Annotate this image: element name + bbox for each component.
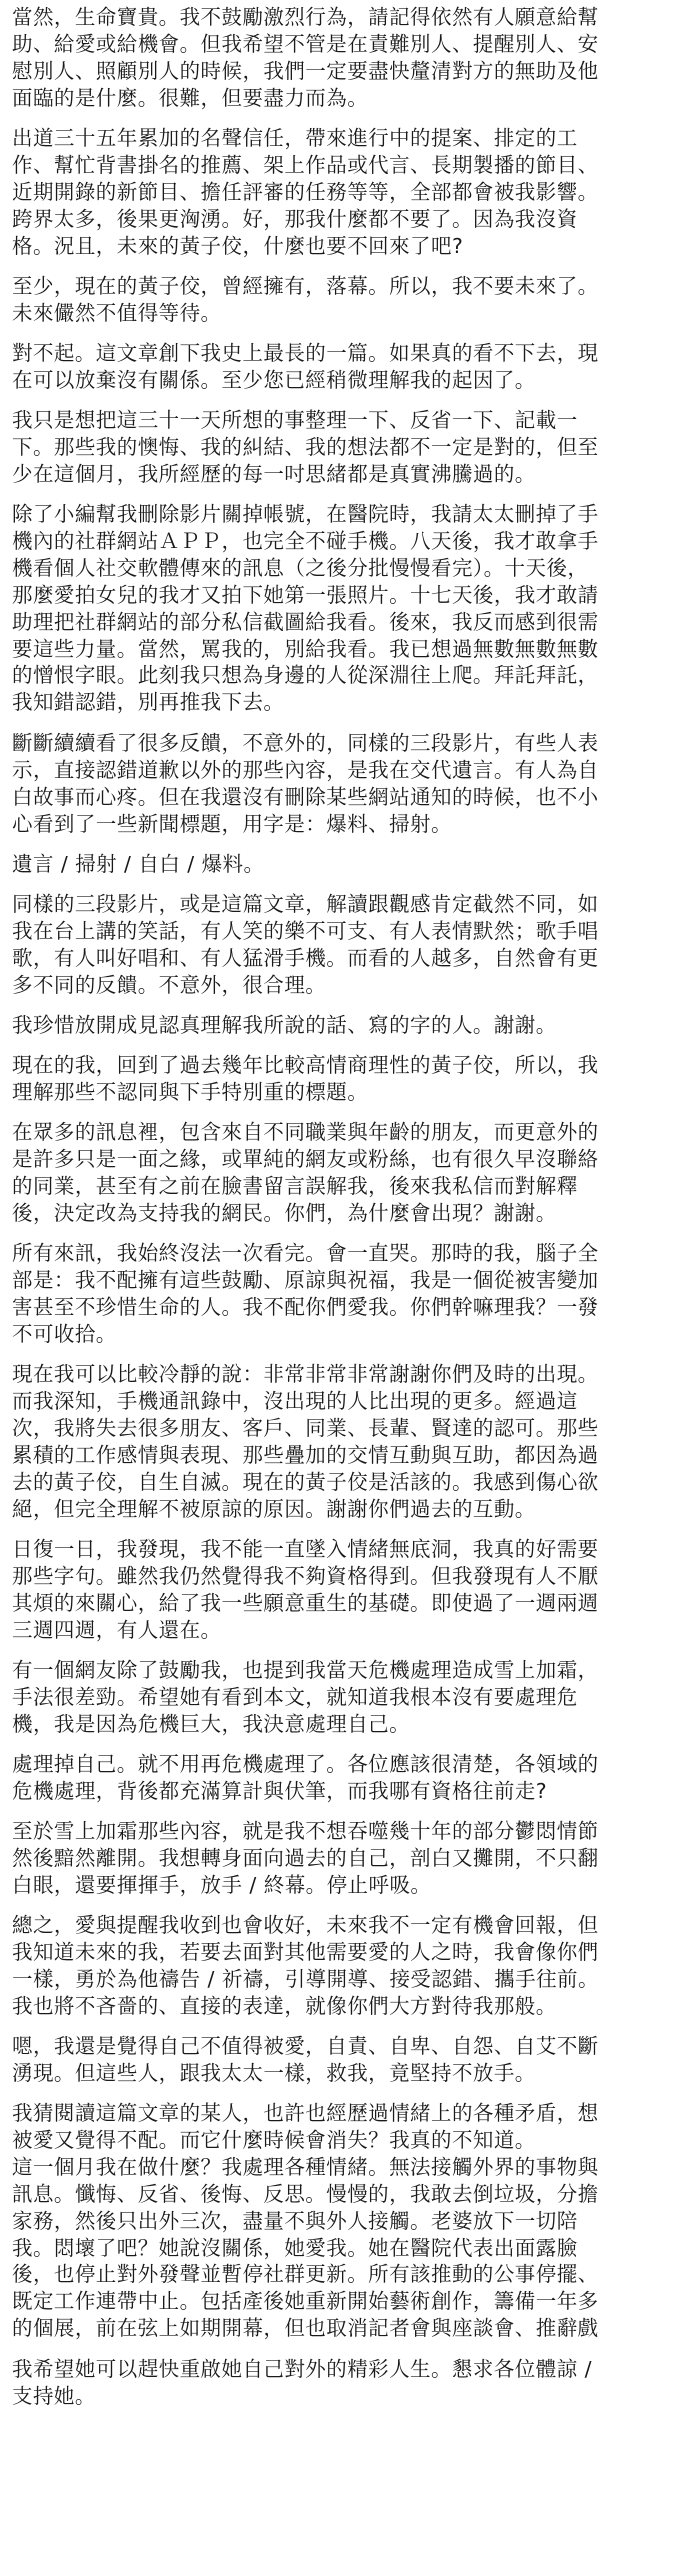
paragraph-19: 總之，愛與提醒我收到也會收好，未來我不一定有機會回報，但 我知道未來的我，若要去面對其他需要愛的人之時，我會像你們 一樣，勇於為他禱告 / 祈禱，引導開導、接受認錯、攜手往前。 我也將不吝嗇的、直接的表達，就像你們大方對待我那般。 bbox=[12, 1913, 599, 2018]
paragraph-2: 出道三十五年累加的名聲信任，帶來進行中的提案、排定的工 作、幫忙背書掛名的推薦、架上作品或代言、長期製播的節目、 近期開錄的新節目、擔任評審的任務等等，全部都會被我影響。 跨界太多，後果更洶湧。好，那我什麼都不要了。因為我沒資 格。況且，未來的黃子佼，什麼也要不回來了吧? bbox=[12, 126, 599, 258]
paragraph-1: 當然，生命寶貴。我不鼓勵激烈行為，請記得依然有人願意給幫 助、給愛或給機會。但我希望不管是在責難別人、提醒別人、安 慰別人、照顧別人的時候，我們一定要盡快釐清對方的無助及他 面臨的是什麼。很難，但要盡力而為。 bbox=[12, 5, 599, 110]
paragraph-20: 嗯，我還是覺得自己不值得被愛，自責、自卑、自怨、自艾不斷 湧現。但這些人，跟我太太一樣，救我，竟堅持不放手。 bbox=[12, 2034, 599, 2085]
paragraph-11: 現在的我，回到了過去幾年比較高情商理性的黃子佼，所以，我 理解那些不認同與下手特別重的標題。 bbox=[12, 1053, 599, 1104]
paragraph-15: 日復一日，我發現，我不能一直墜入情緒無底洞，我真的好需要 那些字句。雖然我仍然覺得我不夠資格得到。但我發現有人不厭 其煩的來關心，給了我一些願意重生的基礎。即使過了一週兩週 三週四週，有人還在。 bbox=[12, 1537, 599, 1642]
paragraph-13: 所有來訊，我始終沒法一次看完。會一直哭。那時的我，腦子全 部是：我不配擁有這些鼓勵、原諒與祝福，我是一個從被害變加 害甚至不珍惜生命的人。我不配你們愛我。你們幹嘛理我？一發 不可收拾。 bbox=[12, 1241, 599, 1346]
paragraph-6: 除了小編幫我刪除影片關掉帳號，在醫院時，我請太太刪掉了手 機內的社群網站ＡＰＰ，也完全不碰手機。八天後，我才敢拿手 機看個人社交軟體傳來的訊息（之後分批慢慢看完）。十天後， 那麼愛拍女兒的我才又拍下她第一張照片。十七天後，我才敢請 助理把社群網站的部分私信截圖給我看。後來，我反而感到很需 要這些力量。當然，罵我的，別給我看。我已想過無數無數無數 的憎恨字眼。此刻我只想為身邊的人從深淵往上爬。拜託拜託， 我知錯認錯，別再推我下去。 bbox=[12, 502, 599, 715]
paragraph-5: 我只是想把這三十一天所想的事整理一下、反省一下、記載一 下。那些我的懊悔、我的糾結、我的想法都不一定是對的，但至 少在這個月，我所經歷的每一吋思緒都是真實沸騰過的。 bbox=[12, 408, 599, 486]
paragraph-7: 斷斷續續看了很多反饋，不意外的，同樣的三段影片，有些人表 示，直接認錯道歉以外的那些內容，是我在交代遺言。有人為自 白故事而心疼。但在我還沒有刪除某些網站通知的時候，也不小 心看到了一些新聞標題，用字是：爆料、掃射。 bbox=[12, 731, 599, 836]
paragraph-18: 至於雪上加霜那些內容，就是我不想吞噬幾十年的部分鬱悶情節 然後黯然離開。我想轉身面向過去的自己，剖白又攤開，不只翻 白眼，還要揮揮手，放手 / 終幕。停止呼吸。 bbox=[12, 1819, 599, 1897]
paragraph-3: 至少，現在的黃子佼，曾經擁有，落幕。所以，我不要未來了。 未來儼然不值得等待。 bbox=[12, 274, 599, 325]
paragraph-4: 對不起。這文章創下我史上最長的一篇。如果真的看不下去，現 在可以放棄沒有關係。至少您已經稍微理解我的起因了。 bbox=[12, 341, 599, 392]
paragraph-10: 我珍惜放開成見認真理解我所說的話、寫的字的人。謝謝。 bbox=[12, 1013, 557, 1037]
paragraph-22: 我希望她可以趕快重啟她自己對外的精彩人生。懇求各位體諒 / 支持她。 bbox=[12, 2357, 592, 2408]
paragraph-8: 遺言 / 掃射 / 自白 / 爆料。 bbox=[12, 852, 265, 876]
paragraph-16: 有一個網友除了鼓勵我，也提到我當天危機處理造成雪上加霜， 手法很差勁。希望她有看到本文，就知道我根本沒有要處理危 機，我是因為危機巨大，我決意處理自己。 bbox=[12, 1658, 599, 1736]
paragraph-21: 我猜閱讀這篇文章的某人，也許也經歷過情緒上的各種矛盾，想 被愛又覺得不配。而它什麼時候會消失？我真的不知道。 這一個月我在做什麼？我處理各種情緒。無法接觸外界的事物與 訊息。懺悔、反省、後悔、反思。慢慢的，我敢去倒垃圾，分擔 家務，然後只出外三次，盡量不與外人接觸。老婆放下一切陪 我。悶壞了吧？她說沒關係，她愛我。她在醫院代表出面露臉 後，也停止對外發聲並暫停社群更新。所有該推動的公事停擺、 既定工作連帶中止。包括產後她重新開始藝術創作，籌備一年多 的個展，前在弦上如期開幕，但也取消記者會與座談會、推辭戲 bbox=[12, 2101, 599, 2341]
paragraph-17: 處理掉自己。就不用再危機處理了。各位應該很清楚，各領域的 危機處理，背後都充滿算計與伏筆，而我哪有資格往前走? bbox=[12, 1752, 599, 1803]
paragraph-14: 現在我可以比較冷靜的說：非常非常非常謝謝你們及時的出現。 而我深知，手機通訊錄中，沒出現的人比出現的更多。經過這 次，我將失去很多朋友、客戶、同業、長輩、賢達的認可。那些 累積的工作感情與表現、那些疊加的交情互動與互助，都因為過 去的黃子佼，自生自滅。現在的黃子佼是活該的。我感到傷心欲 絕，但完全理解不被原諒的原因。謝謝你們過去的互動。 bbox=[12, 1362, 599, 1521]
paragraph-12: 在眾多的訊息裡，包含來自不同職業與年齡的朋友，而更意外的 是許多只是一面之緣，或單純的網友或粉絲，也有很久早沒聯絡 的同業，甚至有之前在臉書留言誤解我，後來我私信而對解釋 後，決定改為支持我的網民。你們，為什麼會出現？謝謝。 bbox=[12, 1120, 599, 1225]
paragraph-9: 同樣的三段影片，或是這篇文章，解讀跟觀感肯定截然不同，如 我在台上講的笑話，有人笑的樂不可支、有人表情默然；歌手唱 歌，有人叫好唱和、有人猛滑手機。而看的人越多，自然會有更 多不同的反饋。不意外，很合理。 bbox=[12, 892, 599, 997]
